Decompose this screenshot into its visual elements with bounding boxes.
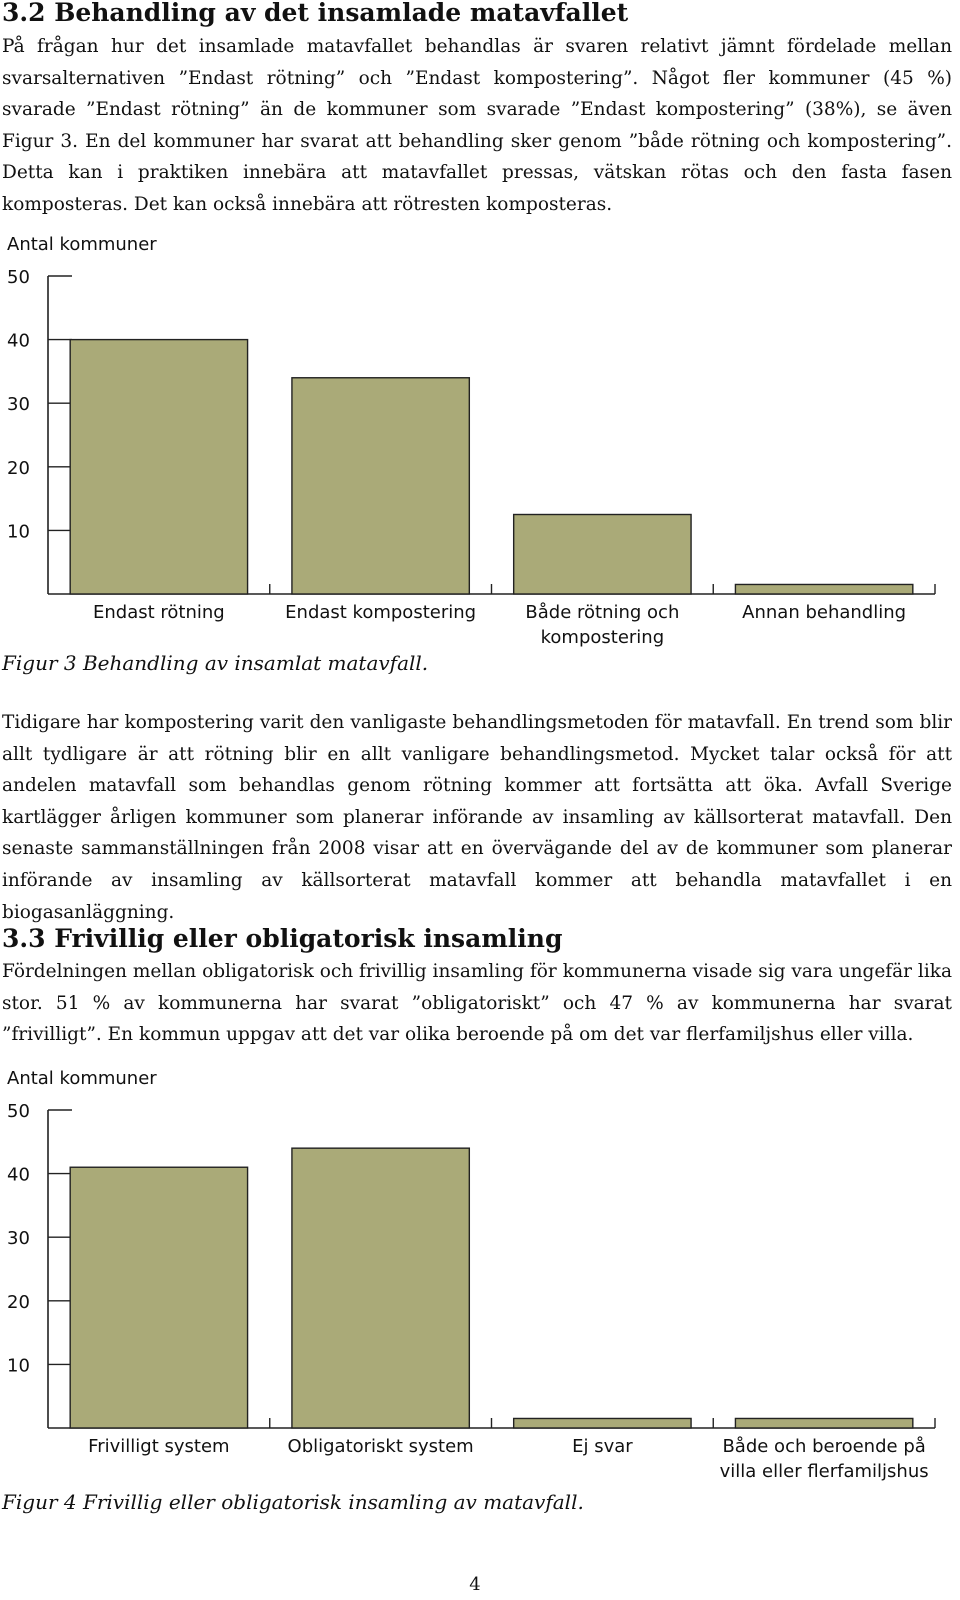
x-tick-label: Både rötning och bbox=[525, 602, 680, 623]
bar bbox=[292, 1148, 469, 1428]
x-tick-label: Obligatoriskt system bbox=[287, 1436, 474, 1457]
y-tick-label: 50 bbox=[7, 1101, 30, 1122]
y-tick-label: 20 bbox=[7, 1291, 30, 1313]
bar bbox=[514, 1418, 691, 1428]
section-heading-3-3: 3.3 Frivillig eller obligatorisk insamling bbox=[2, 924, 563, 953]
y-tick-label: 30 bbox=[7, 394, 30, 416]
x-tick-label: kompostering bbox=[540, 627, 665, 648]
bar bbox=[735, 1418, 912, 1428]
y-tick-label: 40 bbox=[7, 330, 30, 352]
bar bbox=[514, 515, 691, 595]
y-tick-label: 40 bbox=[7, 1164, 30, 1186]
y-tick-label: 10 bbox=[7, 521, 30, 543]
paragraph-trend: Tidigare har kompostering varit den vanligaste behandlingsmetoden för matavfall. En trend som blir allt tydligare är att rötning blir en allt vanligare behandlingsmetod. Mycket talar också för att andelen matavfall som behandlas genom rötning kommer att fortsätta att öka. Avfall Sverige kartlägger årligen kommuner som planerar införande av insamling av källsorterat matavfall. Den senaste sammanställningen från 2008 visar att en övervägande del av de kommuner som planerar införande av insamling av källsorterat matavfall kommer att behandla matavfallet i en biogasanläggning. bbox=[2, 712, 952, 923]
paragraph-treatment: På frågan hur det insamlade matavfallet behandlas är svaren relativt jämnt fördelade mellan svarsalternativen ”Endast rötning” och ”Endast kompostering”. Något fler kommuner (45 %) svarade ”Endast rötning” än de kommuner som svarade ”Endast kompostering” (38%), se även Figur 3. En del kommuner har svarat att behandling sker genom ”både rötning och kompostering”. Detta kan i praktiken innebära att matavfallet pressas, vätskan rötas och den fasta fasen komposteras. Det kan också innebära att rötresten komposteras. bbox=[2, 36, 952, 215]
y-axis-label: Antal kommuner bbox=[7, 234, 157, 255]
bar bbox=[70, 340, 247, 594]
bar bbox=[70, 1167, 247, 1428]
chart-treatment-svg bbox=[0, 228, 960, 660]
y-tick-label: 30 bbox=[7, 1228, 30, 1250]
y-tick-label: 50 bbox=[7, 267, 30, 288]
paragraph-collection: Fördelningen mellan obligatorisk och frivillig insamling för kommunerna visade sig vara ungefär lika stor. 51 % av kommunerna har svarat ”obligatoriskt” och 47 % av kommunerna har svarat ”frivilligt”. En kommun uppgav att det var olika beroende på om det var flerfamiljshus eller villa. bbox=[2, 961, 952, 1046]
chart-collection-svg bbox=[0, 1062, 960, 1494]
y-tick-label: 20 bbox=[7, 457, 30, 479]
figure-4-chart bbox=[0, 1062, 960, 1494]
x-tick-label: Annan behandling bbox=[742, 602, 907, 623]
x-tick-label: Både och beroende på bbox=[722, 1436, 926, 1457]
page-number: 4 bbox=[469, 1574, 481, 1595]
y-axis-label: Antal kommuner bbox=[7, 1068, 157, 1089]
bar bbox=[292, 378, 469, 594]
x-tick-label: Ej svar bbox=[572, 1436, 633, 1457]
bar bbox=[735, 584, 912, 594]
x-tick-label: Endast kompostering bbox=[285, 602, 477, 623]
x-tick-label: Frivilligt system bbox=[88, 1436, 230, 1457]
section-heading-3-2: 3.2 Behandling av det insamlade matavfallet bbox=[2, 0, 629, 27]
figure-4-caption: Figur 4 Frivillig eller obligatorisk insamling av matavfall. bbox=[2, 1490, 584, 1514]
figure-3-chart bbox=[0, 228, 960, 660]
y-tick-label: 10 bbox=[7, 1355, 30, 1377]
figure-3-caption: Figur 3 Behandling av insamlat matavfall. bbox=[2, 651, 429, 675]
x-tick-label: villa eller flerfamiljshus bbox=[719, 1461, 929, 1482]
x-tick-label: Endast rötning bbox=[93, 602, 225, 623]
